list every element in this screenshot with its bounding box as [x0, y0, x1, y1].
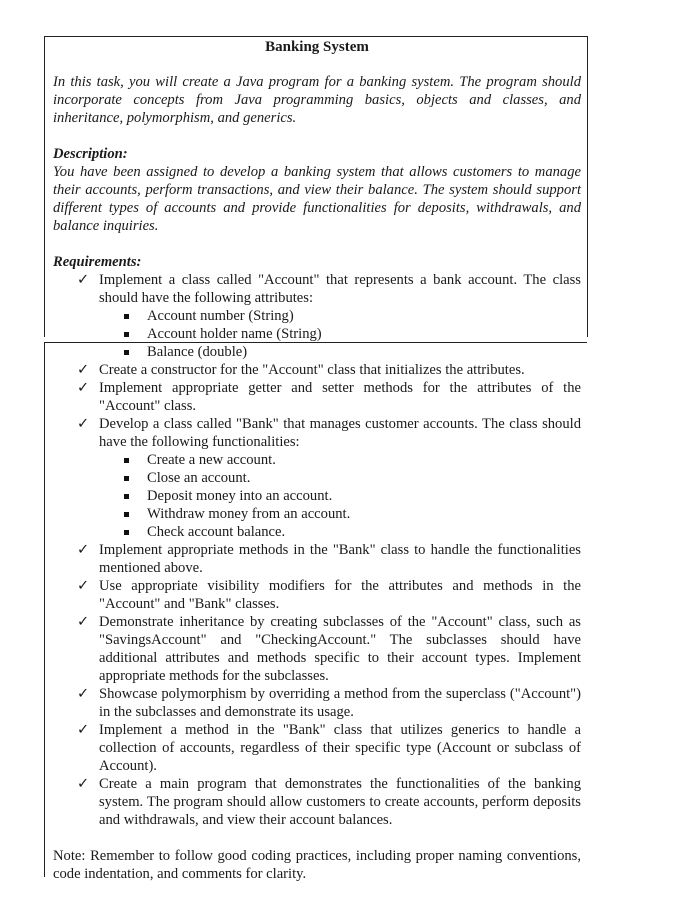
square-bullet-icon [124, 458, 129, 463]
requirement-item: ✓ Implement appropriate methods in the "Bank" class to handle the functionalities mentioned above. [77, 542, 581, 576]
requirements-heading: Requirements: [53, 254, 142, 270]
page-section-2 [44, 342, 587, 882]
check-icon: ✓ [77, 776, 90, 792]
requirement-item: ✓ Create a constructor for the "Account" class that initializes the attributes. [77, 362, 525, 378]
square-bullet-icon [124, 350, 129, 355]
check-icon: ✓ [77, 722, 90, 738]
intro-paragraph: In this task, you will create a Java program for a banking system. The program should incorporate concepts from Java programming basics, objects and classes, and inheritance, polymorphism, and generics. [53, 74, 581, 126]
square-bullet-icon [124, 314, 129, 319]
requirement-item: ✓ Implement a class called "Account" that represents a bank account. The class should have the following attributes: [77, 272, 581, 306]
description-paragraph: You have been assigned to develop a banking system that allows customers to manage their accounts, perform transactions, and view their balance. The system should support different types of accounts and provide functionalities for deposits, withdrawals, and balance inquiries. [53, 164, 581, 234]
functionality-item: Create a new account. [53, 451, 581, 469]
attribute-item: Account holder name (String) [53, 325, 581, 343]
check-icon: ✓ [77, 416, 90, 432]
square-bullet-icon [124, 332, 129, 337]
requirement-item: ✓ Demonstrate inheritance by creating subclasses of the "Account" class, such as "SavingsAccount" and "CheckingAccount." The subclasses should have additional attributes and methods specific to their account types. Implement appropriate methods for the subclasses. [77, 614, 581, 684]
functionality-item: Withdraw money from an account. [53, 505, 581, 523]
attribute-item: Account number (String) [53, 307, 581, 325]
square-bullet-icon [124, 476, 129, 481]
description-heading: Description: [53, 146, 128, 162]
page-section-1 [44, 36, 588, 342]
square-bullet-icon [124, 512, 129, 517]
check-icon: ✓ [77, 542, 90, 558]
square-bullet-icon [124, 494, 129, 499]
check-icon: ✓ [77, 614, 90, 630]
check-icon: ✓ [77, 362, 90, 378]
check-icon: ✓ [77, 272, 90, 288]
check-icon: ✓ [77, 578, 90, 594]
check-icon: ✓ [77, 686, 90, 702]
requirement-item: ✓ Develop a class called "Bank" that manages customer accounts. The class should have the following functionalities: [77, 416, 581, 450]
note-paragraph: Note: Remember to follow good coding practices, including proper naming conventions, code indentation, and comments for clarity. [53, 848, 581, 882]
requirement-item: ✓ Implement a method in the "Bank" class that utilizes generics to handle a collection of accounts, regardless of their specific type (Account or subclass of Account). [77, 722, 581, 774]
requirement-item: ✓ Implement appropriate getter and setter methods for the attributes of the "Account" class. [77, 380, 581, 414]
document-title: Banking System [265, 39, 369, 55]
attribute-item: Balance (double) [53, 343, 581, 361]
check-icon: ✓ [77, 380, 90, 396]
functionality-item: Check account balance. [53, 523, 581, 541]
requirement-item: ✓ Use appropriate visibility modifiers for the attributes and methods in the "Account" and "Bank" classes. [77, 578, 581, 612]
functionality-item: Close an account. [53, 469, 581, 487]
square-bullet-icon [124, 530, 129, 535]
functionality-item: Deposit money into an account. [53, 487, 581, 505]
requirement-item: ✓ Showcase polymorphism by overriding a method from the superclass ("Account") in the subclasses and demonstrate its usage. [77, 686, 581, 720]
requirement-item: ✓ Create a main program that demonstrates the functionalities of the banking system. The program should allow customers to create accounts, perform deposits and withdrawals, and view their account balances. [77, 776, 581, 828]
